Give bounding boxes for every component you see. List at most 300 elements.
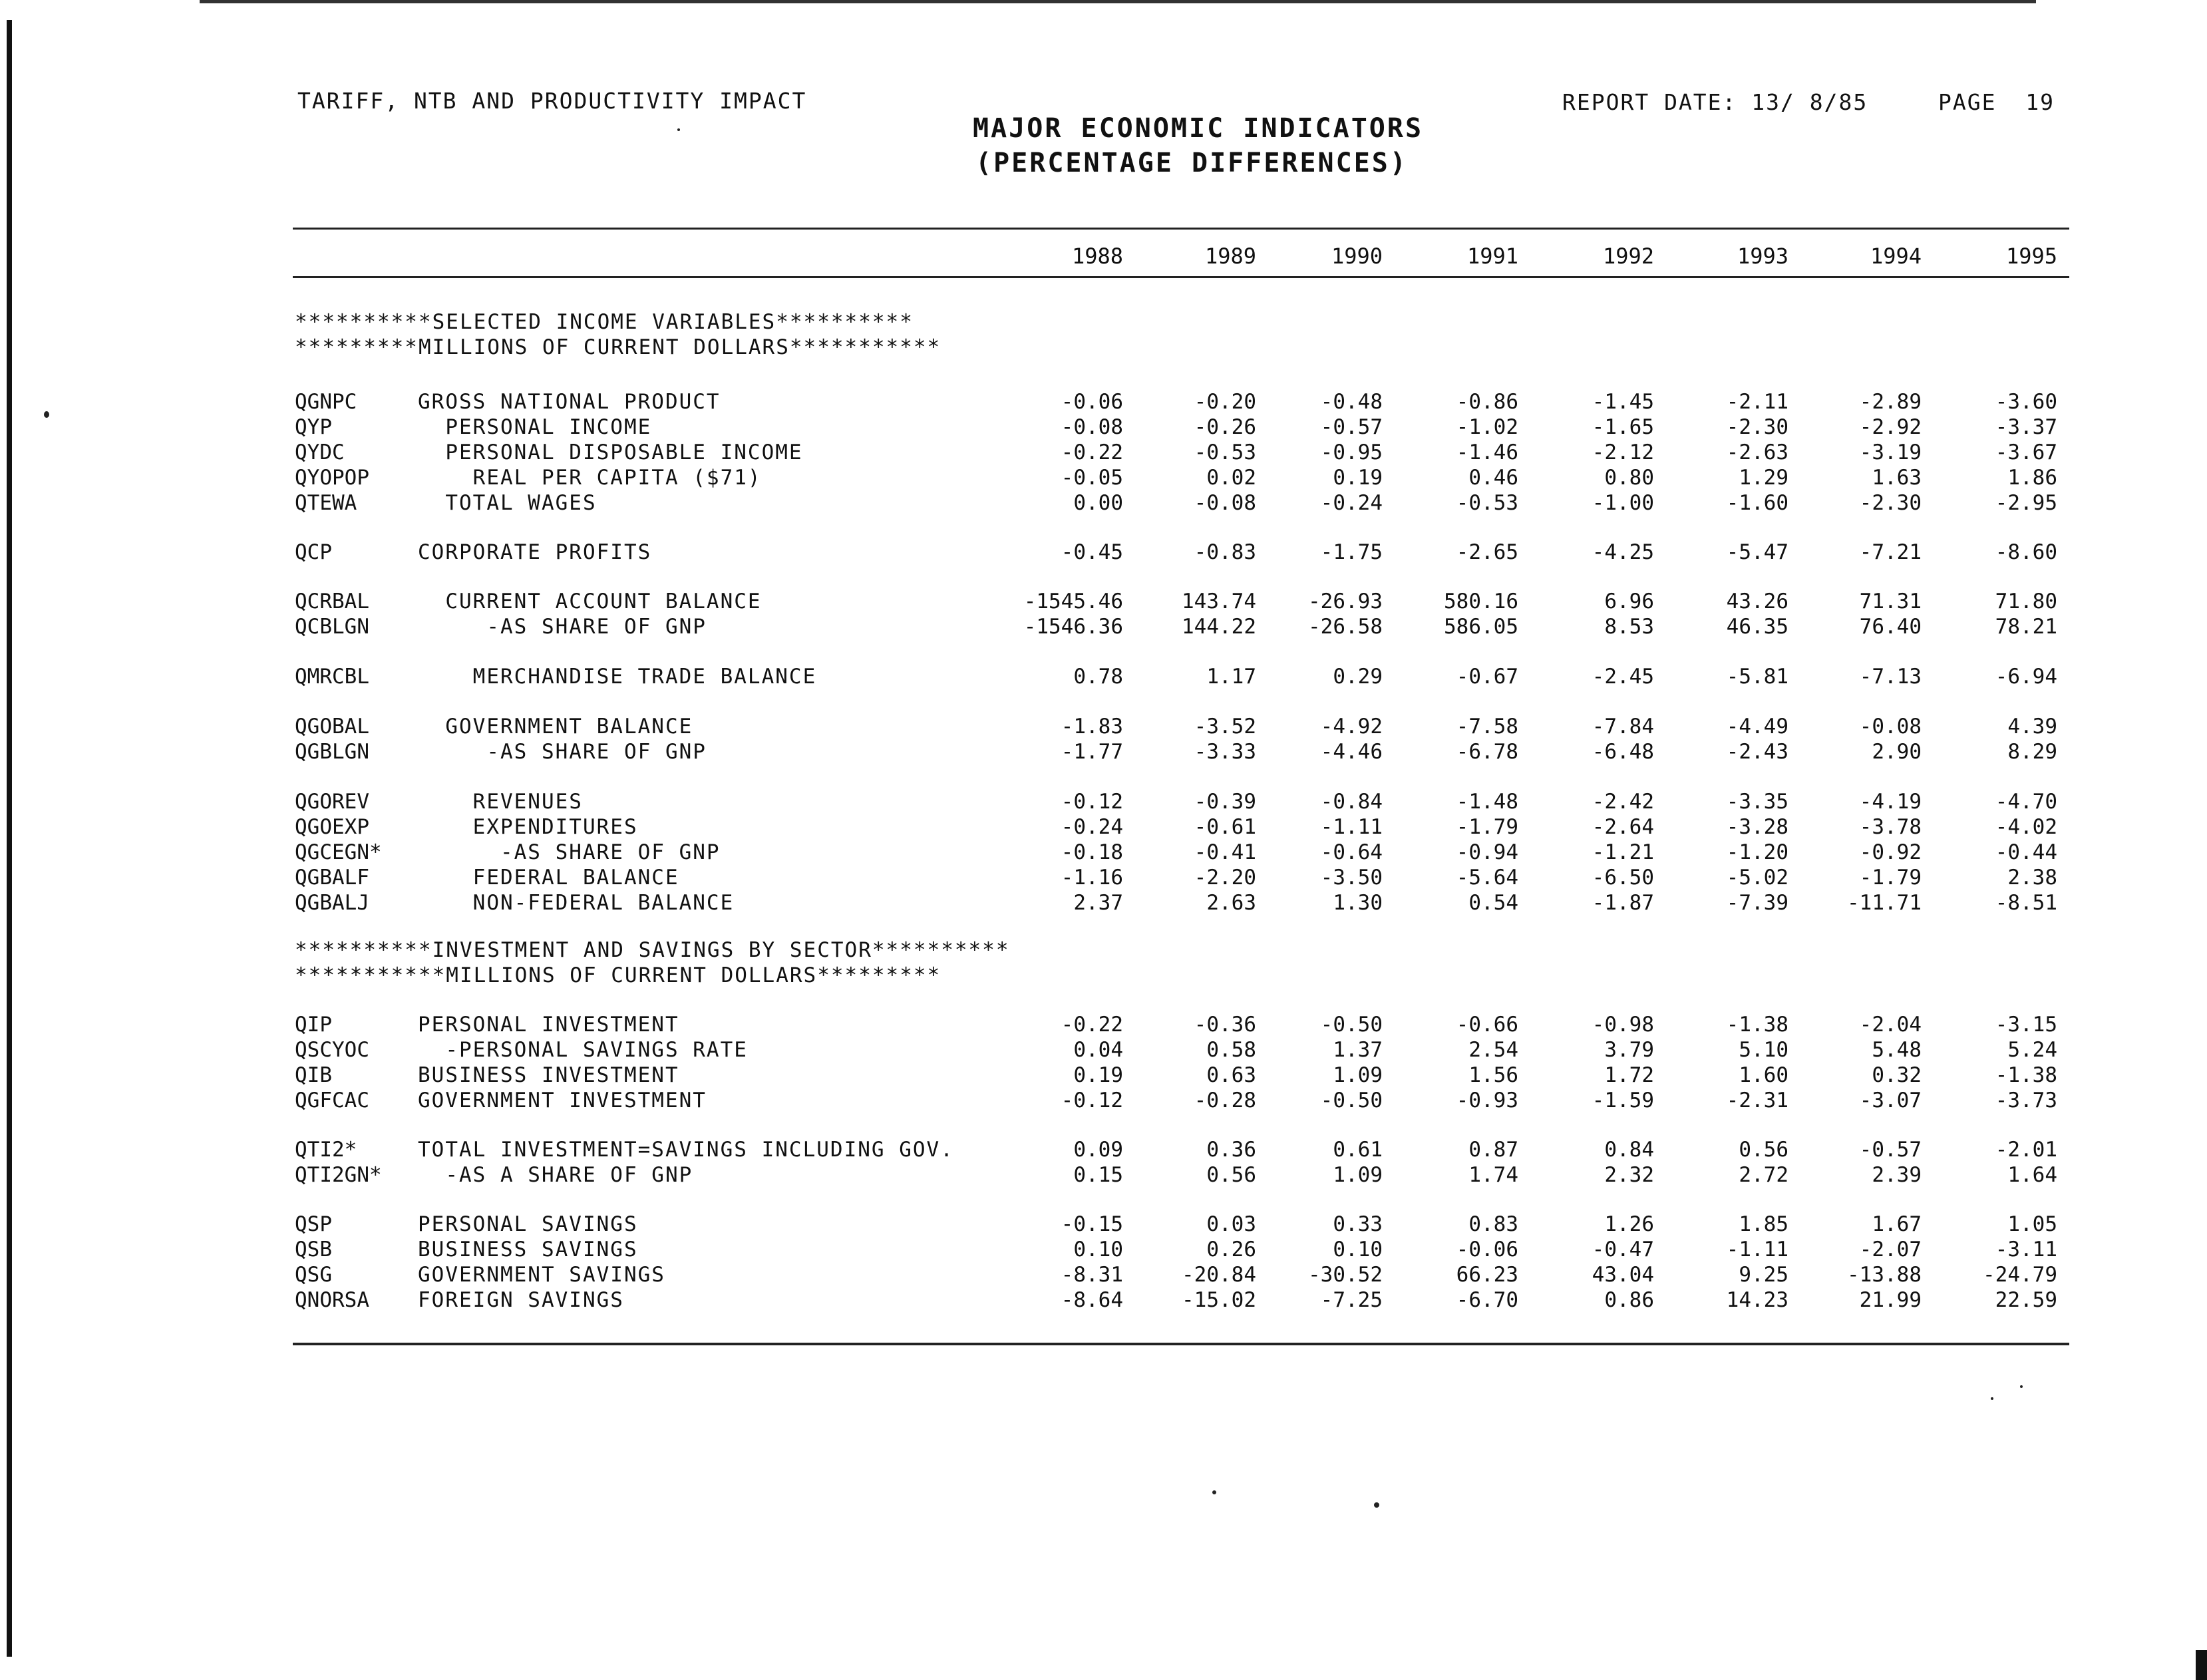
table-row: [0, 1013, 2207, 1038]
value-cell-1988: -0.12: [1061, 790, 1123, 814]
value-cell-1988: -0.22: [1061, 440, 1123, 464]
value-cell-1989: -3.33: [1194, 740, 1256, 764]
variable-label: TOTAL INVESTMENT=SAVINGS INCLUDING GOV.: [418, 1138, 954, 1162]
table-row: [0, 440, 2207, 466]
variable-label: -AS SHARE OF GNP: [418, 840, 721, 864]
value-cell-1989: 0.03: [1206, 1212, 1256, 1236]
variable-label: CORPORATE PROFITS: [418, 540, 652, 564]
value-cell-1992: -7.84: [1592, 715, 1654, 739]
value-cell-1994: -2.30: [1859, 491, 1922, 515]
value-cell-1995: 4.39: [2007, 715, 2057, 739]
value-cell-1995: 2.38: [2007, 866, 2057, 890]
variable-label: GROSS NATIONAL PRODUCT: [418, 390, 721, 414]
value-cell-1990: 1.09: [1333, 1063, 1383, 1087]
value-cell-1992: -6.50: [1592, 866, 1654, 890]
table-row: [0, 866, 2207, 891]
table-row: [0, 1288, 2207, 1313]
document-title: MAJOR ECONOMIC INDICATORS: [973, 113, 1424, 144]
value-cell-1992: -1.45: [1592, 390, 1654, 414]
variable-code: QGBLGN: [295, 740, 369, 764]
value-cell-1990: -0.84: [1320, 790, 1383, 814]
value-cell-1990: -30.52: [1308, 1263, 1383, 1287]
value-cell-1995: -1.38: [1995, 1063, 2057, 1087]
value-cell-1991: 586.05: [1444, 615, 1518, 639]
value-cell-1995: -4.70: [1995, 790, 2057, 814]
variable-label: EXPENDITURES: [418, 815, 638, 839]
table-row: [0, 1138, 2207, 1163]
value-cell-1988: -8.31: [1061, 1263, 1123, 1287]
value-cell-1992: -1.00: [1592, 491, 1654, 515]
value-cell-1991: -1.46: [1456, 440, 1518, 464]
value-cell-1988: -0.22: [1061, 1013, 1123, 1037]
value-cell-1993: -5.02: [1726, 866, 1788, 890]
value-cell-1990: 1.30: [1333, 891, 1383, 915]
table-row: [0, 1063, 2207, 1089]
value-cell-1993: -1.38: [1726, 1013, 1788, 1037]
value-cell-1992: 0.80: [1604, 466, 1654, 490]
value-cell-1991: -6.78: [1456, 740, 1518, 764]
value-cell-1990: 1.37: [1333, 1038, 1383, 1062]
table-row: [0, 1089, 2207, 1114]
table-row: [0, 1263, 2207, 1288]
variable-label: REAL PER CAPITA ($71): [418, 466, 762, 490]
table-row: [0, 1038, 2207, 1063]
variable-code: QSG: [295, 1263, 332, 1287]
section-subheading: ***********MILLIONS OF CURRENT DOLLARS*********: [295, 963, 941, 987]
table-row: [0, 390, 2207, 415]
value-cell-1994: 76.40: [1859, 615, 1922, 639]
value-cell-1991: 580.16: [1444, 589, 1518, 613]
variable-code: QCP: [295, 540, 332, 564]
variable-label: PERSONAL SAVINGS: [418, 1212, 638, 1236]
value-cell-1990: -4.46: [1320, 740, 1383, 764]
value-cell-1989: -0.53: [1194, 440, 1256, 464]
value-cell-1988: -0.08: [1061, 415, 1123, 439]
value-cell-1993: -2.30: [1726, 415, 1788, 439]
value-cell-1990: -0.57: [1320, 415, 1383, 439]
variable-label: PERSONAL INVESTMENT: [418, 1013, 679, 1037]
table-top-rule: [293, 228, 2069, 230]
section-heading: **********INVESTMENT AND SAVINGS BY SECTOR**********: [295, 938, 1010, 962]
variable-label: -PERSONAL SAVINGS RATE: [418, 1038, 748, 1062]
year-header-1989: 1989: [1204, 244, 1256, 269]
table-row: [0, 790, 2207, 815]
value-cell-1992: -0.98: [1592, 1013, 1654, 1037]
value-cell-1995: 8.29: [2007, 740, 2057, 764]
value-cell-1989: -0.39: [1194, 790, 1256, 814]
value-cell-1991: -2.65: [1456, 540, 1518, 564]
value-cell-1989: -0.28: [1194, 1089, 1256, 1112]
variable-label: FEDERAL BALANCE: [418, 866, 679, 890]
value-cell-1991: 0.87: [1468, 1138, 1518, 1162]
value-cell-1990: -0.95: [1320, 440, 1383, 464]
value-cell-1991: -0.53: [1456, 491, 1518, 515]
year-header-1991: 1991: [1466, 244, 1518, 269]
variable-code: QGNPC: [295, 390, 357, 414]
variable-code: QMRCBL: [295, 665, 369, 689]
value-cell-1990: 0.19: [1333, 466, 1383, 490]
value-cell-1995: 1.86: [2007, 466, 2057, 490]
value-cell-1995: 22.59: [1995, 1288, 2057, 1312]
variable-label: REVENUES: [418, 790, 583, 814]
table-row: [0, 840, 2207, 866]
value-cell-1995: 1.64: [2007, 1163, 2057, 1187]
variable-code: QTEWA: [295, 491, 357, 515]
value-cell-1990: 1.09: [1333, 1163, 1383, 1187]
value-cell-1993: 14.23: [1726, 1288, 1788, 1312]
value-cell-1992: -1.65: [1592, 415, 1654, 439]
scan-speck: [1991, 1397, 1993, 1400]
scan-speck: [2020, 1385, 2023, 1388]
variable-label: TOTAL WAGES: [418, 491, 597, 515]
value-cell-1991: -1.02: [1456, 415, 1518, 439]
value-cell-1991: 0.83: [1468, 1212, 1518, 1236]
value-cell-1989: 144.22: [1182, 615, 1256, 639]
value-cell-1992: 43.04: [1592, 1263, 1654, 1287]
value-cell-1988: -0.18: [1061, 840, 1123, 864]
value-cell-1992: 6.96: [1604, 589, 1654, 613]
value-cell-1995: -8.51: [1995, 891, 2057, 915]
year-header-1995: 1995: [2005, 244, 2057, 269]
value-cell-1989: -0.61: [1194, 815, 1256, 839]
value-cell-1994: -4.19: [1859, 790, 1922, 814]
table-row: [0, 740, 2207, 765]
value-cell-1992: -0.47: [1592, 1238, 1654, 1261]
value-cell-1989: -2.20: [1194, 866, 1256, 890]
value-cell-1990: -0.64: [1320, 840, 1383, 864]
value-cell-1993: 2.72: [1739, 1163, 1788, 1187]
value-cell-1995: -0.44: [1995, 840, 2057, 864]
value-cell-1994: -2.92: [1859, 415, 1922, 439]
value-cell-1993: -2.63: [1726, 440, 1788, 464]
value-cell-1992: 0.86: [1604, 1288, 1654, 1312]
value-cell-1995: 1.05: [2007, 1212, 2057, 1236]
value-cell-1989: 0.63: [1206, 1063, 1256, 1087]
variable-code: QGCEGN*: [295, 840, 382, 864]
value-cell-1995: -8.60: [1995, 540, 2057, 564]
value-cell-1989: 0.58: [1206, 1038, 1256, 1062]
value-cell-1991: -0.93: [1456, 1089, 1518, 1112]
table-row: [0, 589, 2207, 615]
value-cell-1994: 2.90: [1872, 740, 1922, 764]
value-cell-1988: -0.12: [1061, 1089, 1123, 1112]
value-cell-1989: -0.26: [1194, 415, 1256, 439]
value-cell-1991: -0.94: [1456, 840, 1518, 864]
variable-label: GOVERNMENT BALANCE: [418, 715, 693, 739]
value-cell-1995: 71.80: [1995, 589, 2057, 613]
table-row: [0, 415, 2207, 440]
value-cell-1990: -0.50: [1320, 1013, 1383, 1037]
value-cell-1994: 0.32: [1872, 1063, 1922, 1087]
value-cell-1988: 0.10: [1073, 1238, 1123, 1261]
variable-code: QGOREV: [295, 790, 369, 814]
value-cell-1993: -1.20: [1726, 840, 1788, 864]
value-cell-1992: 1.26: [1604, 1212, 1654, 1236]
value-cell-1995: -2.01: [1995, 1138, 2057, 1162]
value-cell-1994: -7.13: [1859, 665, 1922, 689]
value-cell-1991: -0.67: [1456, 665, 1518, 689]
value-cell-1991: -7.58: [1456, 715, 1518, 739]
variable-label: FOREIGN SAVINGS: [418, 1288, 624, 1312]
variable-code: QGFCAC: [295, 1089, 369, 1112]
value-cell-1988: -1546.36: [1023, 615, 1123, 639]
value-cell-1993: -1.11: [1726, 1238, 1788, 1261]
value-cell-1993: 9.25: [1739, 1263, 1788, 1287]
variable-label: GOVERNMENT SAVINGS: [418, 1263, 665, 1287]
section-heading: **********SELECTED INCOME VARIABLES**********: [295, 310, 914, 334]
value-cell-1989: -0.20: [1194, 390, 1256, 414]
value-cell-1988: -1.77: [1061, 740, 1123, 764]
value-cell-1993: 0.56: [1739, 1138, 1788, 1162]
scan-speck: [1374, 1502, 1379, 1508]
value-cell-1988: -0.05: [1061, 466, 1123, 490]
value-cell-1994: -0.92: [1859, 840, 1922, 864]
value-cell-1994: 2.39: [1872, 1163, 1922, 1187]
value-cell-1992: -2.42: [1592, 790, 1654, 814]
value-cell-1990: 0.29: [1333, 665, 1383, 689]
value-cell-1993: 1.85: [1739, 1212, 1788, 1236]
value-cell-1994: -13.88: [1847, 1263, 1922, 1287]
value-cell-1995: -3.37: [1995, 415, 2057, 439]
value-cell-1994: 1.63: [1872, 466, 1922, 490]
value-cell-1991: 0.54: [1468, 891, 1518, 915]
variable-label: -AS SHARE OF GNP: [418, 615, 707, 639]
section-subheading: *********MILLIONS OF CURRENT DOLLARS***********: [295, 335, 941, 359]
value-cell-1988: -1.83: [1061, 715, 1123, 739]
value-cell-1995: -4.02: [1995, 815, 2057, 839]
value-cell-1988: 0.78: [1073, 665, 1123, 689]
year-header-1988: 1988: [1071, 244, 1123, 269]
value-cell-1991: -1.48: [1456, 790, 1518, 814]
value-cell-1990: -1.75: [1320, 540, 1383, 564]
value-cell-1989: 0.36: [1206, 1138, 1256, 1162]
variable-code: QTI2*: [295, 1138, 357, 1162]
variable-code: QSCYOC: [295, 1038, 369, 1062]
value-cell-1990: -26.93: [1308, 589, 1383, 613]
value-cell-1988: -0.24: [1061, 815, 1123, 839]
variable-code: QGBALF: [295, 866, 369, 890]
value-cell-1990: -0.24: [1320, 491, 1383, 515]
variable-label: MERCHANDISE TRADE BALANCE: [418, 665, 817, 689]
value-cell-1994: -0.57: [1859, 1138, 1922, 1162]
value-cell-1988: -0.45: [1061, 540, 1123, 564]
variable-label: PERSONAL DISPOSABLE INCOME: [418, 440, 803, 464]
value-cell-1991: -0.66: [1456, 1013, 1518, 1037]
variable-code: QSB: [295, 1238, 332, 1261]
page-number: PAGE 19: [1938, 89, 2055, 115]
variable-label: CURRENT ACCOUNT BALANCE: [418, 589, 762, 613]
value-cell-1993: -5.81: [1726, 665, 1788, 689]
value-cell-1993: -2.43: [1726, 740, 1788, 764]
value-cell-1990: -26.58: [1308, 615, 1383, 639]
value-cell-1991: 1.74: [1468, 1163, 1518, 1187]
value-cell-1995: -24.79: [1983, 1263, 2057, 1287]
value-cell-1992: 1.72: [1604, 1063, 1654, 1087]
value-cell-1989: -15.02: [1182, 1288, 1256, 1312]
value-cell-1989: 1.17: [1206, 665, 1256, 689]
value-cell-1990: -1.11: [1320, 815, 1383, 839]
value-cell-1994: -3.78: [1859, 815, 1922, 839]
year-header-1993: 1993: [1737, 244, 1788, 269]
value-cell-1993: -3.28: [1726, 815, 1788, 839]
value-cell-1991: 2.54: [1468, 1038, 1518, 1062]
value-cell-1988: 2.37: [1073, 891, 1123, 915]
document-subtitle: (PERCENTAGE DIFFERENCES): [975, 148, 1408, 178]
scan-edge-corner: [2196, 1650, 2207, 1680]
variable-label: BUSINESS SAVINGS: [418, 1238, 638, 1261]
value-cell-1994: 71.31: [1859, 589, 1922, 613]
value-cell-1994: 5.48: [1872, 1038, 1922, 1062]
value-cell-1988: -8.64: [1061, 1288, 1123, 1312]
value-cell-1990: -0.50: [1320, 1089, 1383, 1112]
value-cell-1994: 1.67: [1872, 1212, 1922, 1236]
value-cell-1992: -1.87: [1592, 891, 1654, 915]
value-cell-1992: -2.45: [1592, 665, 1654, 689]
value-cell-1989: 143.74: [1182, 589, 1256, 613]
value-cell-1988: 0.00: [1073, 491, 1123, 515]
value-cell-1988: 0.04: [1073, 1038, 1123, 1062]
value-cell-1989: -3.52: [1194, 715, 1256, 739]
value-cell-1995: -3.67: [1995, 440, 2057, 464]
variable-code: QIP: [295, 1013, 332, 1037]
scan-speck: [677, 128, 680, 131]
value-cell-1995: 78.21: [1995, 615, 2057, 639]
value-cell-1990: 0.10: [1333, 1238, 1383, 1261]
value-cell-1989: -0.08: [1194, 491, 1256, 515]
value-cell-1992: -1.21: [1592, 840, 1654, 864]
value-cell-1990: -0.48: [1320, 390, 1383, 414]
value-cell-1994: -2.89: [1859, 390, 1922, 414]
value-cell-1992: 0.84: [1604, 1138, 1654, 1162]
header-bottom-rule: [293, 276, 2069, 278]
table-row: [0, 815, 2207, 840]
value-cell-1994: -0.08: [1859, 715, 1922, 739]
table-row: [0, 615, 2207, 640]
value-cell-1994: -1.79: [1859, 866, 1922, 890]
value-cell-1991: -0.06: [1456, 1238, 1518, 1261]
year-header-1990: 1990: [1331, 244, 1383, 269]
value-cell-1990: -7.25: [1320, 1288, 1383, 1312]
variable-code: QCBLGN: [295, 615, 369, 639]
value-cell-1992: -1.59: [1592, 1089, 1654, 1112]
value-cell-1995: -3.60: [1995, 390, 2057, 414]
value-cell-1994: -2.07: [1859, 1238, 1922, 1261]
value-cell-1994: -3.07: [1859, 1089, 1922, 1112]
variable-label: GOVERNMENT INVESTMENT: [418, 1089, 707, 1112]
value-cell-1995: -3.15: [1995, 1013, 2057, 1037]
value-cell-1991: 1.56: [1468, 1063, 1518, 1087]
value-cell-1990: -4.92: [1320, 715, 1383, 739]
variable-code: QNORSA: [295, 1288, 369, 1312]
variable-label: PERSONAL INCOME: [418, 415, 652, 439]
value-cell-1989: -0.83: [1194, 540, 1256, 564]
value-cell-1989: 2.63: [1206, 891, 1256, 915]
value-cell-1994: -2.04: [1859, 1013, 1922, 1037]
table-row: [0, 1212, 2207, 1238]
year-header-1992: 1992: [1602, 244, 1654, 269]
value-cell-1992: -4.25: [1592, 540, 1654, 564]
report-date: REPORT DATE: 13/ 8/85: [1562, 89, 1868, 115]
scan-speck: [44, 411, 49, 418]
value-cell-1993: 43.26: [1726, 589, 1788, 613]
variable-code: QYDC: [295, 440, 345, 464]
value-cell-1988: -1545.46: [1023, 589, 1123, 613]
value-cell-1994: -11.71: [1847, 891, 1922, 915]
value-cell-1993: -1.60: [1726, 491, 1788, 515]
variable-code: QCRBAL: [295, 589, 369, 613]
value-cell-1992: -2.12: [1592, 440, 1654, 464]
value-cell-1988: 0.09: [1073, 1138, 1123, 1162]
value-cell-1993: -5.47: [1726, 540, 1788, 564]
table-row: [0, 491, 2207, 516]
table-row: [0, 891, 2207, 916]
table-row: [0, 665, 2207, 690]
value-cell-1993: -4.49: [1726, 715, 1788, 739]
value-cell-1992: -2.64: [1592, 815, 1654, 839]
value-cell-1995: -6.94: [1995, 665, 2057, 689]
value-cell-1995: 5.24: [2007, 1038, 2057, 1062]
value-cell-1991: 66.23: [1456, 1263, 1518, 1287]
value-cell-1989: -20.84: [1182, 1263, 1256, 1287]
value-cell-1991: -6.70: [1456, 1288, 1518, 1312]
variable-label: -AS SHARE OF GNP: [418, 740, 707, 764]
value-cell-1993: -2.11: [1726, 390, 1788, 414]
value-cell-1991: -0.86: [1456, 390, 1518, 414]
value-cell-1991: -1.79: [1456, 815, 1518, 839]
value-cell-1988: -1.16: [1061, 866, 1123, 890]
value-cell-1988: 0.19: [1073, 1063, 1123, 1087]
value-cell-1992: -6.48: [1592, 740, 1654, 764]
value-cell-1995: -3.11: [1995, 1238, 2057, 1261]
value-cell-1990: -3.50: [1320, 866, 1383, 890]
value-cell-1993: 1.29: [1739, 466, 1788, 490]
year-header-1994: 1994: [1870, 244, 1922, 269]
variable-code: QGOEXP: [295, 815, 369, 839]
value-cell-1989: -0.41: [1194, 840, 1256, 864]
value-cell-1995: -3.73: [1995, 1089, 2057, 1112]
table-row: [0, 466, 2207, 491]
value-cell-1992: 2.32: [1604, 1163, 1654, 1187]
value-cell-1994: -3.19: [1859, 440, 1922, 464]
table-row: [0, 1238, 2207, 1263]
variable-label: -AS A SHARE OF GNP: [418, 1163, 693, 1187]
variable-code: QSP: [295, 1212, 332, 1236]
value-cell-1990: 0.33: [1333, 1212, 1383, 1236]
table-row: [0, 715, 2207, 740]
value-cell-1989: 0.26: [1206, 1238, 1256, 1261]
value-cell-1988: 0.15: [1073, 1163, 1123, 1187]
table-bottom-rule: [293, 1343, 2069, 1345]
value-cell-1991: -5.64: [1456, 866, 1518, 890]
report-subtitle-left: TARIFF, NTB AND PRODUCTIVITY IMPACT: [297, 88, 807, 114]
variable-code: QTI2GN*: [295, 1163, 382, 1187]
value-cell-1993: -2.31: [1726, 1089, 1788, 1112]
value-cell-1989: 0.02: [1206, 466, 1256, 490]
value-cell-1990: 0.61: [1333, 1138, 1383, 1162]
variable-code: QYOPOP: [295, 466, 369, 490]
variable-label: NON-FEDERAL BALANCE: [418, 891, 735, 915]
value-cell-1993: -7.39: [1726, 891, 1788, 915]
value-cell-1988: -0.06: [1061, 390, 1123, 414]
value-cell-1992: 8.53: [1604, 615, 1654, 639]
variable-code: QGOBAL: [295, 715, 369, 739]
scan-edge-top: [200, 0, 2036, 3]
value-cell-1993: 46.35: [1726, 615, 1788, 639]
value-cell-1995: -2.95: [1995, 491, 2057, 515]
value-cell-1991: 0.46: [1468, 466, 1518, 490]
value-cell-1994: 21.99: [1859, 1288, 1922, 1312]
value-cell-1993: 1.60: [1739, 1063, 1788, 1087]
